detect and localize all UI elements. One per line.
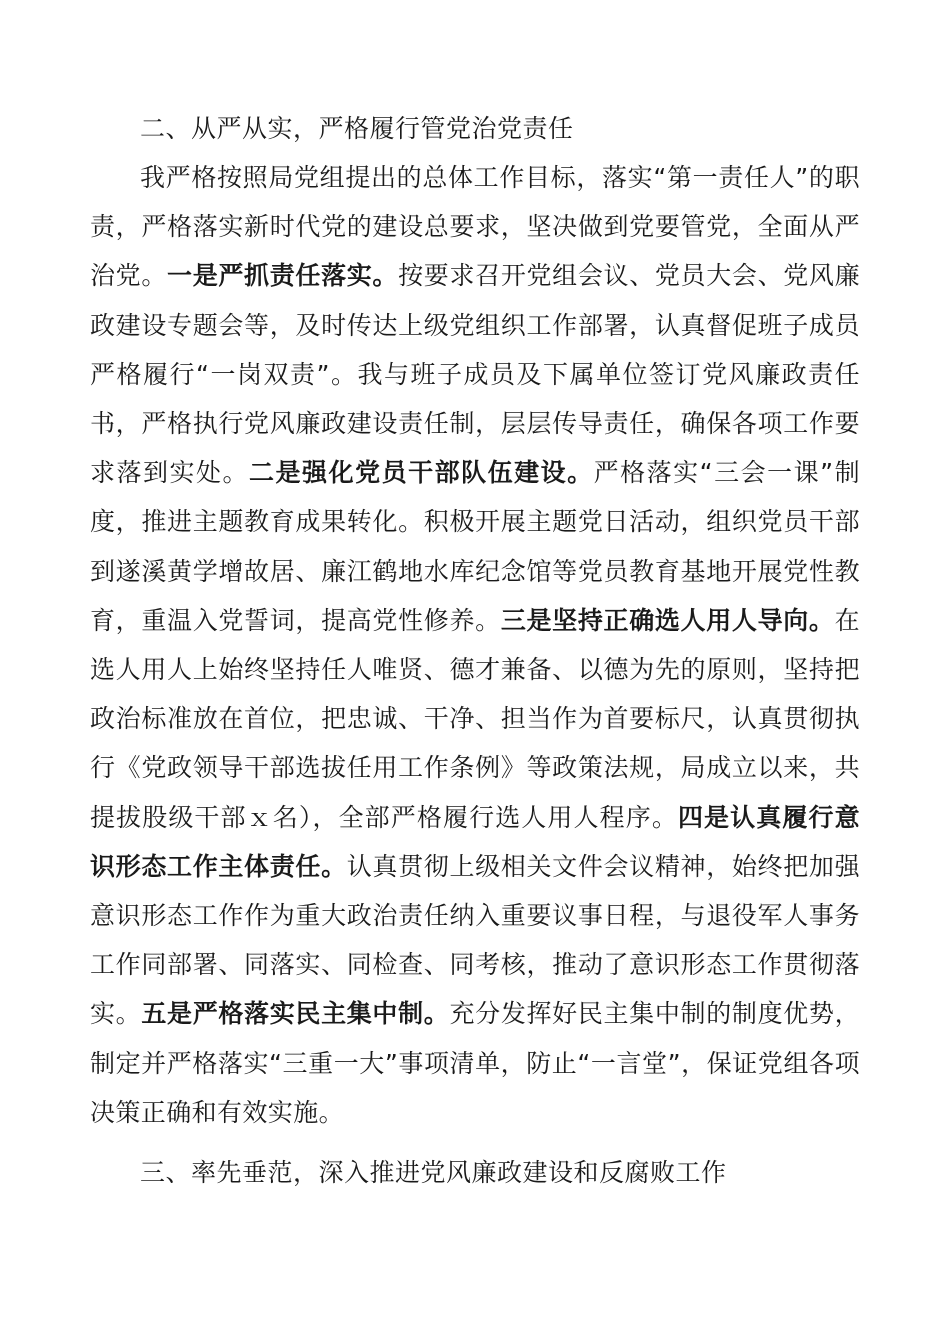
item-4-title: 四是认真履行意识形态工作主体责任。 <box>90 802 860 881</box>
item-2-title: 二是强化党员干部队伍建设。 <box>249 458 594 488</box>
item-5-text: 充分发挥好民主集中制的制度优势，制定并严格落实“三重一大”事项清单，防止“一言堂”，保证党组各项决策正确和有效实施。 <box>90 999 860 1127</box>
section-2-intro: 我严格按照局党组提出的总体工作目标，落实“第一责任人”的职责，严格落实新时代党的建设总要求，坚决做到党要管党，全面从严治党。 <box>90 163 860 291</box>
item-1-title: 一是严抓责任落实。 <box>167 261 399 291</box>
section-2-heading: 二、从严从实，严格履行管党治党责任 <box>140 114 574 143</box>
item-2-text: 严格落实“三会一课”制度，推进主题教育成果转化。积极开展主题党日活动，组织党员干部到遂溪黄学增故居、廉江鹤地水库纪念馆等党员教育基地开展党性教育，重温入党誓词，提高党性修养。 <box>90 458 861 635</box>
item-3-title: 三是坚持正确选人用人导向。 <box>500 605 835 635</box>
item-5-title: 五是严格落实民主集中制。 <box>141 999 450 1029</box>
section-2-body <box>90 153 860 1137</box>
section-3-heading: 三、率先垂范，深入推进党风廉政建设和反腐败工作 <box>140 1158 727 1188</box>
item-4-text: 认真贯彻上级相关文件会议精神，始终把加强意识形态工作作为重大政治责任纳入重要议事日程，与退役军人事务工作同部署、同落实、同检查、同考核，推动了意识形态工作贯彻落实。 <box>90 851 860 1029</box>
item-3-text: 在选人用人上始终坚持任人唯贤、德才兼备、以德为先的原则，坚持把政治标准放在首位，把忠诚、干净、担当作为首要标尺，认真贯彻执行《党政领导干部选拔任用工作条例》等政策法规，局成立以来，共提拔股级干部ｘ名），全部严格履行选人用人程序。 <box>90 605 860 832</box>
item-1-text: 按要求召开党组会议、党员大会、党风廉政建设专题会等，及时传达上级党组织工作部署，认真督促班子成员严格履行“一岗双责”。我与班子成员及下属单位签订党风廉政责任书，严格执行党风廉政建设责任制，层层传导责任，确保各项工作要求落到实处。 <box>90 261 861 488</box>
document-page <box>90 104 860 1197</box>
